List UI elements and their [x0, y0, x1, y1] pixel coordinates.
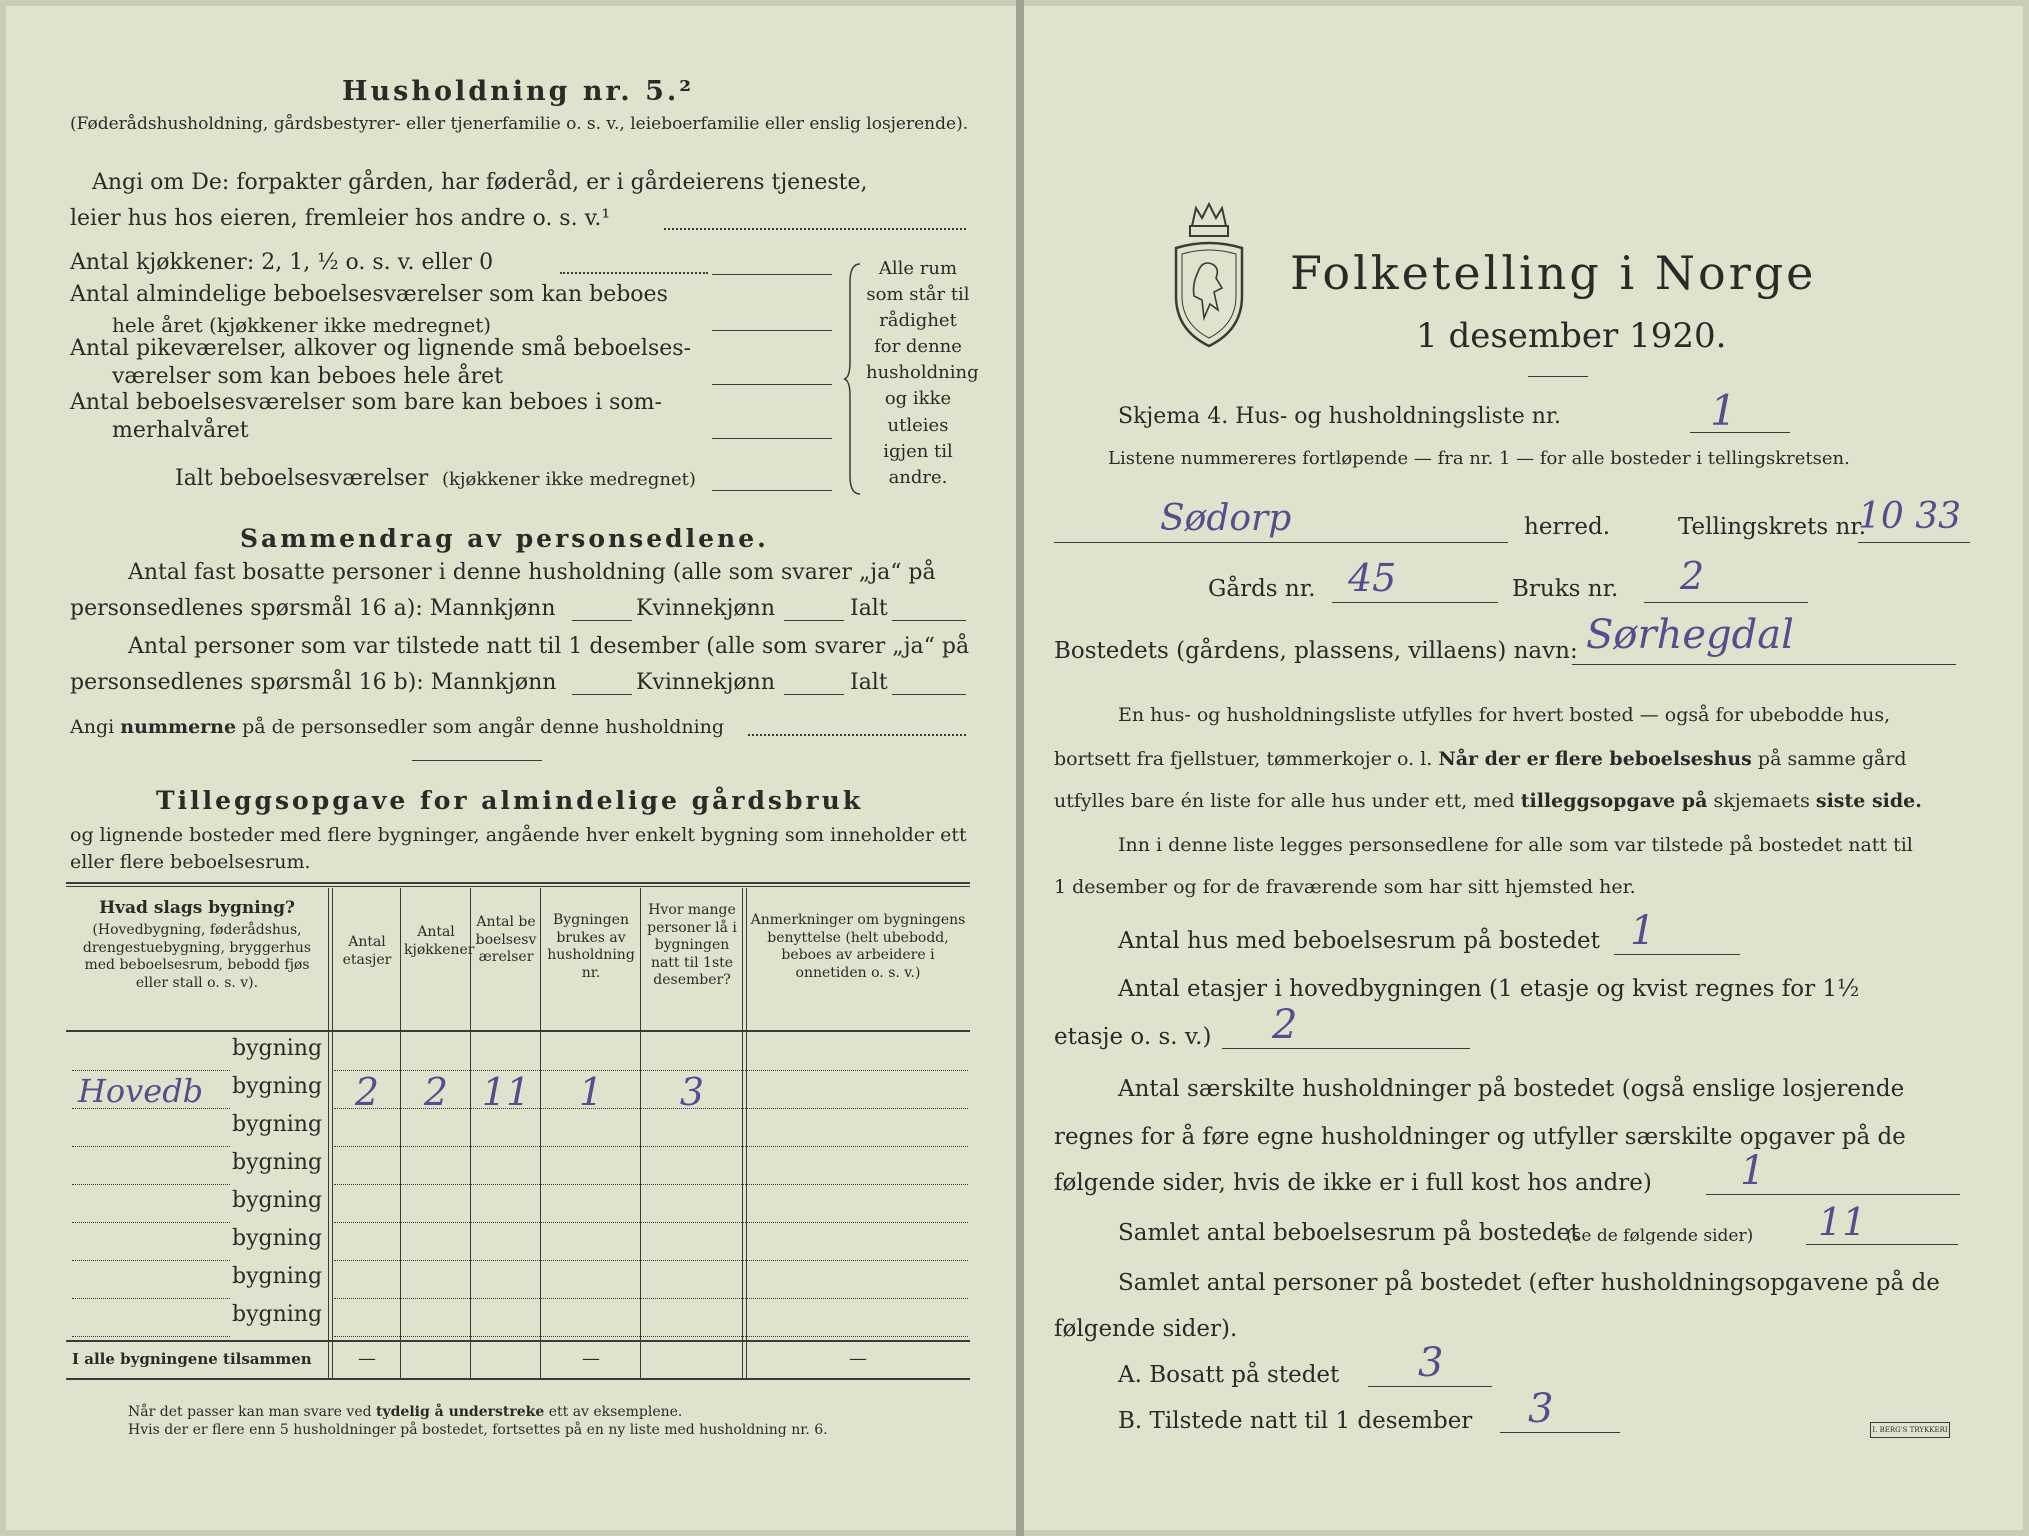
present-total-label: Ialt — [850, 670, 888, 695]
present-female-label: Kvinnekjønn — [636, 670, 775, 695]
rooms-total-answer-line — [1806, 1244, 1958, 1245]
person-numbers-question — [70, 716, 724, 738]
census-title: Folketelling i Norge — [1290, 246, 1817, 300]
herred-line — [1054, 542, 1508, 543]
col-type-desc: (Hovedbygning, føderådshus, drengestuebygning, bryggerhus med beboelsesrum, bebodd fjøs eller stall o. s. v). — [82, 922, 312, 991]
list-number-value[interactable]: 1 — [1710, 386, 1737, 435]
table-col-divider — [328, 888, 329, 1378]
table-col-divider — [540, 888, 541, 1378]
summary-resident-2: personsedlenes spørsmål 16 a): Mannkjønn — [70, 596, 556, 621]
building-type-line — [72, 1070, 230, 1071]
herred-value[interactable]: Sødorp — [1160, 498, 1292, 539]
info-para-1d-bold: flere beboelseshus — [1554, 748, 1752, 770]
building-type-line — [72, 1146, 230, 1147]
list-number-line — [1690, 432, 1790, 433]
rooms-total-question: Samlet antal beboelsesrum på bostedet — [1118, 1220, 1580, 1246]
bosted-value[interactable]: Sørhegdal — [1586, 612, 1794, 658]
present-male-line[interactable] — [572, 694, 632, 695]
gards-value[interactable]: 45 — [1348, 556, 1397, 600]
title-divider — [1528, 376, 1588, 377]
building-type-line — [72, 1336, 230, 1337]
person-numbers-line[interactable] — [748, 734, 966, 736]
present-answer-line — [1500, 1432, 1620, 1433]
persons-question-1: Samlet antal personer på bostedet (efter husholdningsopgavene på de — [1118, 1270, 1940, 1296]
cell-floors[interactable]: 2 — [354, 1070, 380, 1114]
section-divider — [412, 760, 542, 761]
numbering-note: Listene nummereres fortløpende — fra nr. 1 — for alle bosteder i tellingskretsen. — [1108, 448, 1850, 469]
resident-question: A. Bosatt på stedet — [1118, 1362, 1340, 1388]
info-para-1c-bold: Når der er — [1438, 748, 1549, 770]
info-para-1h-text: skjemaets — [1713, 790, 1810, 812]
summary-present-1: Antal personer som var tilstede natt til 1 desember (alle som svarer „ja“ på — [128, 634, 970, 659]
building-row-suffix: bygning — [232, 1150, 323, 1175]
table-total-rule — [66, 1340, 970, 1342]
bruks-label: Bruks nr. — [1512, 576, 1619, 602]
person-numbers-rest: på de personsedler som angår denne husholdning — [242, 716, 725, 738]
person-numbers-bold: nummerne — [120, 716, 237, 738]
herred-label: herred. — [1524, 514, 1611, 540]
total-rooms-question: Ialt beboelsesværelser — [175, 466, 429, 491]
person-numbers-prefix: Angi — [70, 716, 115, 738]
bruks-line — [1644, 602, 1808, 603]
summer-rooms-answer-line[interactable] — [712, 438, 832, 439]
info-para-1b — [1054, 748, 1907, 770]
footnote-1 — [128, 1404, 682, 1420]
summer-rooms-question-2: merhalvåret — [112, 418, 249, 443]
col-notes-header: Anmerkninger om bygningens benyttelse (helt ubebodd, beboes av arbeidere i onnetiden o. s. v.) — [750, 912, 966, 981]
present-question: B. Tilstede natt til 1 desember — [1118, 1408, 1473, 1434]
rooms-total-note: (se de følgende sider) — [1566, 1226, 1754, 1246]
left-page — [6, 6, 1016, 1530]
building-type-value[interactable]: Hovedb — [78, 1072, 204, 1110]
tellingskrets-value[interactable]: 10 33 — [1858, 496, 1962, 537]
households-question-1: Antal særskilte husholdninger på bostedet (også enslige losjerende — [1118, 1076, 1905, 1102]
maid-rooms-answer-line[interactable] — [712, 384, 832, 385]
occupation-question-1: Angi om De: forpakter gården, har føderåd, er i gårdeierens tjeneste, — [92, 170, 868, 195]
footnote-1-a: Når det passer kan man svare ved — [128, 1404, 372, 1420]
present-answer[interactable]: 3 — [1528, 1386, 1554, 1432]
households-answer[interactable]: 1 — [1740, 1148, 1766, 1194]
household-intro: (Føderådshusholdning, gårdsbestyrer- eller tjenerfamilie o. s. v., leieboerfamilie eller enslig losjerende). — [70, 114, 969, 134]
resident-total-line[interactable] — [892, 620, 966, 621]
census-date: 1 desember 1920. — [1416, 316, 1727, 356]
table-row-line — [334, 1336, 968, 1337]
rooms-question-2: hele året (kjøkkener ikke medregnet) — [112, 313, 492, 337]
resident-total-label: Ialt — [850, 596, 888, 621]
resident-answer[interactable]: 3 — [1418, 1340, 1444, 1386]
schema-label: Skjema 4. Hus- og husholdningsliste nr. — [1118, 404, 1561, 429]
floors-answer[interactable]: 2 — [1272, 1002, 1298, 1048]
footnote-1-c: ett av eksemplene. — [548, 1404, 683, 1420]
summary-resident-1: Antal fast bosatte personer i denne husholdning (alle som svarer „ja“ på — [128, 560, 936, 585]
page-spine — [1016, 0, 1024, 1536]
gards-label: Gårds nr. — [1208, 576, 1316, 602]
footnote-2: Hvis der er flere enn 5 husholdninger på bostedet, fortsettes på en ny liste med husholdning nr. 6. — [128, 1422, 828, 1438]
gards-line — [1332, 602, 1498, 603]
bruks-value[interactable]: 2 — [1680, 554, 1705, 598]
building-type-line — [72, 1108, 230, 1109]
rooms-question-1: Antal almindelige beboelsesværelser som kan beboes — [70, 282, 668, 307]
floors-question-1: Antal etasjer i hovedbygningen (1 etasje og kvist regnes for 1½ — [1118, 976, 1860, 1002]
col-household-header: Bygningen brukes av husholdning nr. — [547, 912, 635, 981]
cell-rooms[interactable]: 11 — [481, 1070, 531, 1114]
summary-present-2: personsedlenes spørsmål 16 b): Mannkjønn — [70, 670, 557, 695]
maid-rooms-question-1: Antal pikeværelser, alkover og lignende små beboelses- — [70, 336, 691, 361]
total-rooms-answer-line[interactable] — [712, 490, 832, 491]
building-type-line — [72, 1298, 230, 1299]
households-question-2: regnes for å føre egne husholdninger og utfyller særskilte opgaver på de — [1054, 1124, 1906, 1150]
table-row-line — [334, 1298, 968, 1299]
resident-male-line[interactable] — [572, 620, 632, 621]
occupation-question-2: leier hus hos eieren, fremleier hos andre o. s. v.¹ — [70, 206, 611, 231]
present-total-line[interactable] — [892, 694, 966, 695]
summary-heading: Sammendrag av personsedlene. — [240, 524, 769, 553]
occupation-answer-line[interactable] — [664, 228, 966, 230]
total-floors-dash: — — [358, 1348, 376, 1369]
info-para-1f-text: utfylles bare én liste for alle hus under ett, med — [1054, 790, 1515, 812]
building-row-suffix: bygning — [232, 1112, 323, 1137]
rooms-answer-line[interactable] — [712, 330, 832, 331]
building-row-suffix: bygning — [232, 1188, 323, 1213]
table-row-line — [334, 1146, 968, 1147]
table-header-rule — [66, 1030, 970, 1032]
houses-question: Antal hus med beboelsesrum på bostedet — [1118, 928, 1600, 954]
table-row-line — [334, 1184, 968, 1185]
printer-stamp: I. BERG'S TRYKKERI — [1870, 1422, 1950, 1438]
info-para-1c — [1054, 790, 1922, 812]
col-rooms-header: Antal beboelsesværelser — [475, 914, 537, 965]
building-type-line — [72, 1222, 230, 1223]
total-notes-dash: — — [849, 1348, 867, 1369]
footnote-1-bold: tydelig å understreke — [376, 1404, 545, 1420]
col-persons-header: Hvor mange personer lå i bygningen natt til 1ste desember? — [647, 902, 737, 988]
tellingskrets-label: Tellingskrets nr. — [1678, 514, 1867, 540]
brace-note: Alle rum som står til rådighet for denne husholdning og ikke utleies igjen til andre. — [866, 258, 979, 488]
info-para-1a: En hus- og husholdningsliste utfylles for hvert bosted — også for ubebodde hus, — [1118, 704, 1891, 726]
building-row-suffix: bygning — [232, 1226, 323, 1251]
summer-rooms-question-1: Antal beboelsesværelser som bare kan beboes i som- — [70, 390, 662, 415]
table-col-divider — [640, 888, 641, 1378]
table-col-divider — [470, 888, 471, 1378]
household-title: Husholdning nr. 5.² — [342, 76, 695, 107]
building-row-suffix: bygning — [232, 1264, 323, 1289]
table-col-divider — [332, 888, 333, 1378]
building-row-suffix: bygning — [232, 1036, 323, 1061]
resident-female-line[interactable] — [784, 620, 844, 621]
table-top-rule-2 — [66, 886, 970, 887]
table-top-rule — [66, 882, 970, 884]
total-household-dash: — — [582, 1348, 600, 1369]
supplement-intro: og lignende bosteder med flere bygninger, angående hver enkelt bygning som inneholder ett eller flere beboelsesrum. — [70, 824, 967, 873]
cell-kitchens[interactable]: 2 — [423, 1070, 449, 1114]
floors-answer-line — [1222, 1048, 1470, 1049]
coat-of-arms-icon — [1170, 200, 1248, 350]
bosted-line — [1572, 664, 1956, 665]
total-rooms-note: (kjøkkener ikke medregnet) — [442, 469, 696, 490]
supplement-heading: Tilleggsopgave for almindelige gårdsbruk — [156, 786, 864, 815]
building-row-suffix: bygning — [232, 1302, 323, 1327]
table-col-divider — [746, 888, 747, 1378]
cell-household[interactable]: 1 — [578, 1070, 604, 1114]
building-type-line — [72, 1184, 230, 1185]
houses-answer[interactable]: 1 — [1630, 908, 1656, 954]
info-para-1b-text: bortsett fra fjellstuer, tømmerkojer o. l. — [1054, 748, 1433, 770]
kitchens-dots — [560, 272, 708, 274]
kitchens-question: Antal kjøkkener: 2, 1, ½ o. s. v. eller 0 — [70, 250, 494, 275]
table-bottom-rule — [66, 1378, 970, 1380]
cell-persons[interactable]: 3 — [679, 1070, 705, 1114]
table-col-divider — [742, 888, 743, 1378]
table-col-divider — [400, 888, 401, 1378]
info-para-2b: 1 desember og for de fraværende som har sitt hjemsted her. — [1054, 876, 1636, 898]
col-kitchens-header: Antal kjøkkener — [404, 924, 475, 958]
bosted-label: Bostedets (gårdens, plassens, villaens) navn: — [1054, 638, 1578, 664]
households-answer-line — [1706, 1194, 1960, 1195]
households-question-3: følgende sider, hvis de ikke er i full kost hos andre) — [1054, 1170, 1652, 1196]
table-row-line — [334, 1260, 968, 1261]
brace-icon — [842, 262, 866, 496]
kitchens-answer-line[interactable] — [712, 274, 832, 275]
info-para-1e-text: på samme gård — [1757, 748, 1907, 770]
persons-question-2: følgende sider). — [1054, 1316, 1238, 1342]
info-para-2a: Inn i denne liste legges personsedlene for alle som var tilstede på bostedet natt til — [1118, 834, 1913, 856]
building-row-suffix: bygning — [232, 1074, 323, 1099]
tellingskrets-line — [1858, 542, 1970, 543]
building-type-line — [72, 1260, 230, 1261]
rooms-total-answer[interactable]: 11 — [1818, 1200, 1867, 1244]
maid-rooms-question-2: værelser som kan beboes hele året — [112, 364, 503, 389]
info-para-1g-bold: tilleggsopgave på — [1520, 790, 1708, 812]
resident-answer-line — [1368, 1386, 1492, 1387]
col-floors-header: Antal etasjer — [342, 934, 392, 968]
col-type-title: Hvad slags bygning? — [99, 898, 295, 918]
present-female-line[interactable] — [784, 694, 844, 695]
resident-female-label: Kvinnekjønn — [636, 596, 775, 621]
houses-answer-line — [1614, 954, 1740, 955]
total-row-label: I alle bygningene tilsammen — [72, 1350, 312, 1368]
floors-question-2: etasje o. s. v.) — [1054, 1024, 1212, 1050]
table-row-line — [334, 1222, 968, 1223]
info-para-1i-bold: siste side. — [1815, 790, 1922, 812]
